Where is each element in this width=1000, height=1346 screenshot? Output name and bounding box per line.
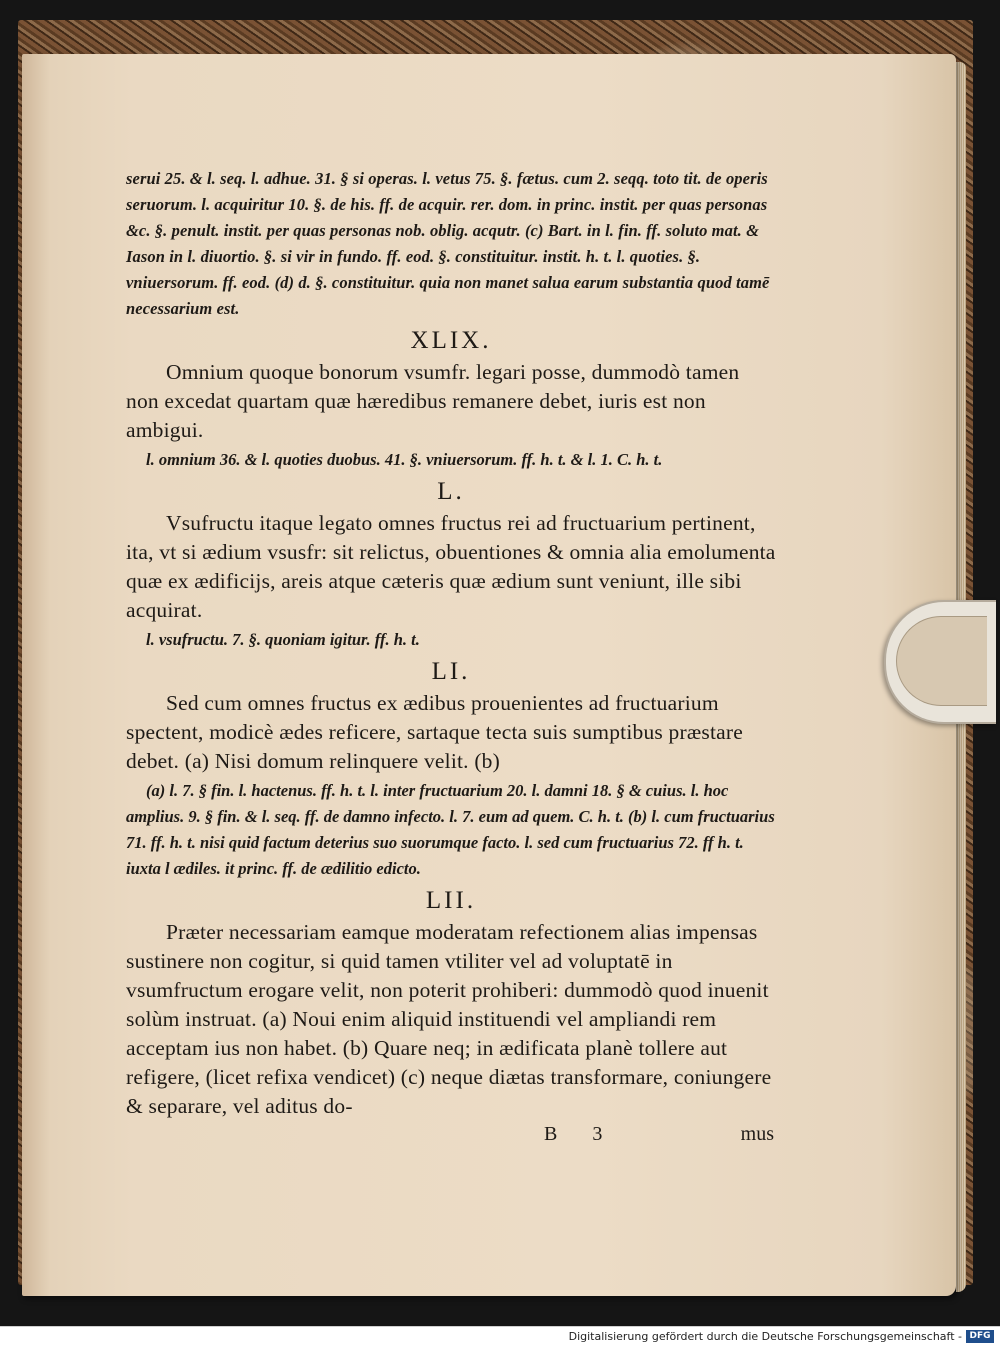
section-heading-lii: LII. <box>425 887 477 914</box>
section-body-li: Sed cum omnes fructus ex ædibus prouenientes ad fructuarium spectent, modicè ædes reficere, sartaque tecta suis sumptibus præstare debet. (a) Nisi domum relinquere velit. (b) <box>126 691 743 773</box>
footnote-continuation: serui 25. & l. seq. l. adhue. 31. § si operas. l. vetus 75. §. fætus. cum 2. seqq. toto tit. de operis seruorum. l. acquiritur 10. §. de his. ff. de acquir. rer. dom. in princ. instit. per quas personas &c. §. penult. instit. per quas personas nob. oblig. acqutr. (c) Bart. in l. fin. ff. soluto mat. & Iason in l. diuortio. §. si vir in fundo. ff. eod. §. constituitur. instit. h. t. l. quoties. §. vniuersorum. ff. eod. (d) d. §. constituitur. quia non manet salua earum substantia quod tamē necessarium est. <box>126 169 770 318</box>
book-clasp <box>884 600 996 724</box>
footer-bar <box>0 1326 1000 1346</box>
page-text <box>126 166 776 1146</box>
section-ref-li: (a) l. 7. § fin. l. hactenus. ff. h. t. l. inter fructuarium 20. l. damni 18. § & cuius. l. hoc amplius. 9. § fin. & l. seq. ff. de damno infecto. l. 7. eum ad quem. C. h. t. (b) l. cum fructuarius 71. ff. h. t. nisi quid factum deterius suo suorumque facto. l. sed cum fructuarius 72. ff h. t. iuxta l ædiles. it princ. ff. de ædilitio edicto. <box>126 781 775 878</box>
section-body-lii: Præter necessariam eamque moderatam refectionem alias impensas sustinere non cogitur, si quid tamen vtiliter vel ad voluptatē in vsumfructum erogare velit, non poterit prohiberi: dummodò quod inuenit solùm instruat. (a) Noui enim aliquid instituendi vel ampliandi rem acceptam ius non habet. (b) Quare neq; in ædificata planè tollere aut refigere, (licet refixa vendicet) (c) neque diætas transformare, coniungere & separare, vel aditus do- <box>126 920 772 1118</box>
section-ref-xlix: l. omnium 36. & l. quoties duobus. 41. §. vniuersorum. ff. h. t. & l. 1. C. h. t. <box>146 450 663 469</box>
dfg-logo-icon: DFG <box>966 1330 994 1343</box>
signature-number: 3 <box>592 1123 603 1145</box>
section-heading-l: L. <box>437 478 465 505</box>
book-page <box>22 54 956 1296</box>
section-body-l: Vsufructu itaque legato omnes fructus rei ad fructuarium pertinent, ita, vt si ædium vsusfr: sit relictus, obuentiones & omnia alia emolumenta quæ ex ædificijs, areis atque cæteris quæ ædium sunt veniunt, ille sibi acquirat. <box>126 511 776 622</box>
book-clasp-inner <box>896 616 987 706</box>
section-ref-l: l. vsufructu. 7. §. quoniam igitur. ff. h. t. <box>146 630 420 649</box>
section-heading-li: LI. <box>431 658 471 685</box>
catchword: mus <box>740 1123 774 1145</box>
marbled-book-cover <box>18 20 973 1285</box>
signature-mark <box>544 1123 602 1146</box>
signature-letter: B <box>544 1123 558 1145</box>
funding-credit: Digitalisierung gefördert durch die Deutsche Forschungsgemeinschaft - <box>568 1330 962 1343</box>
page-catchline <box>126 1123 776 1146</box>
section-heading-xlix: XLIX. <box>410 327 492 354</box>
section-body-xlix: Omnium quoque bonorum vsumfr. legari posse, dummodò tamen non excedat quartam quæ hæredibus remanere debet, iuris est non ambigui. <box>126 360 740 442</box>
